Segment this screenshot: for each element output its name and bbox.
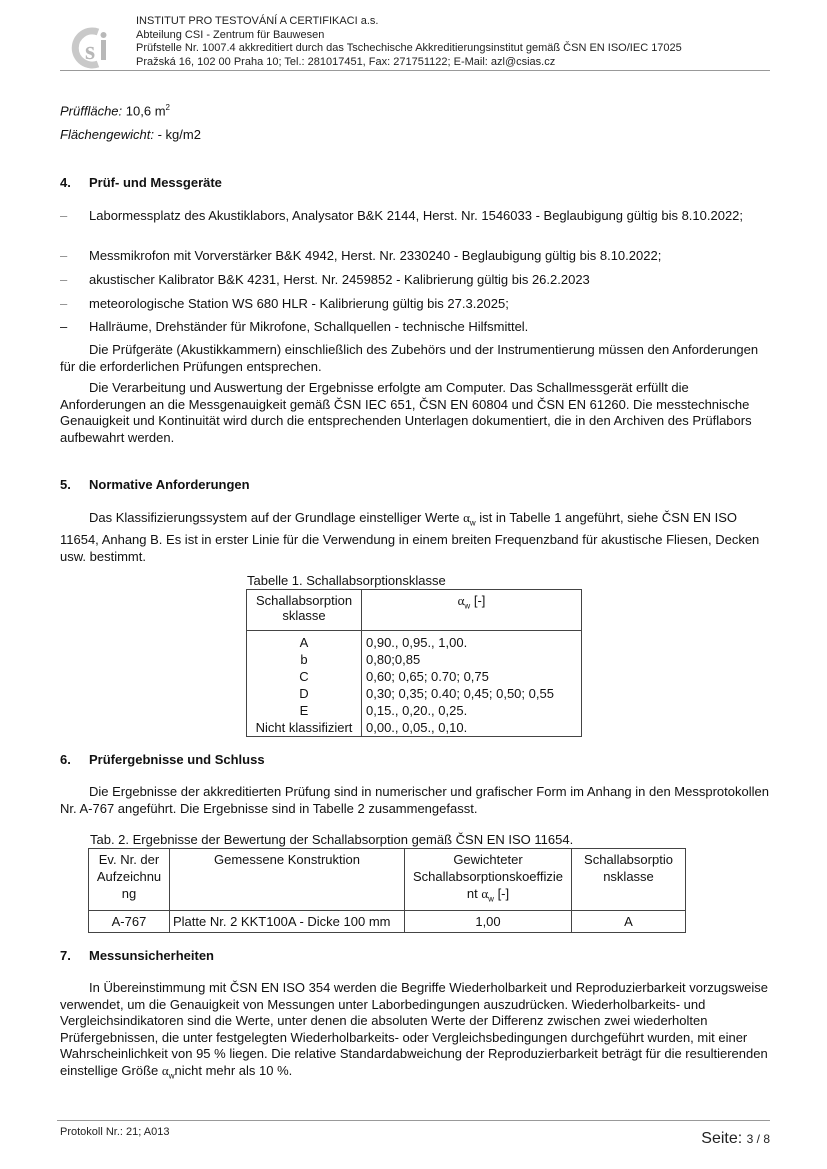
alpha-symbol: α: [457, 593, 465, 608]
value-cell: 0,60; 0,65; 0.70; 0,75: [366, 669, 489, 684]
svg-text:s: s: [85, 36, 96, 65]
table-row: [247, 631, 582, 737]
header-record-number: Ev. Nr. der Aufzeichnu ng: [89, 849, 170, 911]
test-area-label: Prüffläche:: [60, 103, 123, 119]
footer-divider: [57, 1120, 770, 1121]
alpha-subscript: w: [488, 894, 494, 904]
header-institute-name: INSTITUT PRO TESTOVÁNÍ A CERTIFIKACI a.s.: [136, 15, 379, 27]
institute-header: [136, 15, 682, 69]
csi-logo-icon: [68, 26, 114, 70]
header-coefficient-text: Gewichteter Schallabsorptionskoeffizie nt: [412, 852, 564, 901]
alpha-symbol: α: [161, 1062, 169, 1078]
section-5-paragraph: [60, 510, 772, 565]
protocol-number: Protokoll Nr.: 21; A013: [60, 1126, 170, 1138]
section-5-text-before: Das Klassifizierungssystem auf der Grundlage einstelliger Werte: [89, 510, 460, 525]
value-cell: 0,00., 0,05., 0,10.: [366, 720, 468, 735]
dash-bullet: –: [60, 248, 68, 263]
value-column: [362, 631, 582, 737]
class-cell: C: [299, 669, 309, 684]
sound-absorption-class-table: [246, 589, 582, 737]
value-cell: 0,30; 0,35; 0.40; 0,45; 0,50; 0,55: [366, 686, 554, 701]
list-item: [60, 296, 770, 312]
header-coefficient-unit: [-]: [497, 886, 510, 901]
alpha-symbol: α: [481, 886, 489, 901]
table-header-row: [247, 590, 582, 631]
surface-weight-value: - kg/m2: [157, 127, 201, 142]
surface-weight-line: [60, 127, 201, 142]
header-alpha-w: [362, 590, 582, 631]
table-2-caption: Tab. 2. Ergebnisse der Bewertung der Schallabsorption gemäß ČSN EN ISO 11654.: [90, 832, 574, 847]
class-cell: A: [299, 635, 309, 650]
list-item: [60, 319, 770, 335]
class-cell: D: [299, 686, 309, 701]
header-weighted-coefficient: [405, 849, 572, 911]
header-class: Schallabsorption sklasse: [247, 590, 362, 631]
institute-logo: [68, 26, 114, 70]
section-4-paragraph-1: Die Prüfgeräte (Akustikkammern) einschließlich des Zubehörs und der Instrumentierung müssen den Anforderungen für die erforderlichen Prüfungen entsprechen.: [60, 342, 759, 374]
table-1-caption: Tabelle 1. Schallabsorptionsklasse: [247, 573, 446, 588]
section-7-text-after: nicht mehr als 10 %.: [174, 1062, 293, 1078]
test-area-unit-exponent: 2: [165, 103, 170, 112]
cell-construction: Platte Nr. 2 KKT100A - Dicke 100 mm: [170, 910, 405, 932]
dash-bullet: –: [60, 296, 68, 311]
cell-coefficient: 1,00: [405, 910, 572, 932]
list-item: [60, 272, 770, 288]
surface-weight-label: Flächengewicht:: [60, 127, 154, 142]
page-label: Seite:: [701, 1130, 743, 1147]
value-cell: 0,80;0,85: [366, 652, 421, 667]
section-5-heading: [60, 477, 250, 492]
equipment-item-analyzer: Labormessplatz des Akustiklabors, Analysator B&K 2144, Herst. Nr. 1546033 - Beglaubigung gültig bis 8.10.2022;: [89, 208, 744, 223]
class-cell: E: [299, 703, 309, 718]
header-department: Abteilung CSI - Zentrum für Bauwesen: [136, 28, 325, 41]
alpha-subscript: w: [464, 601, 471, 611]
list-item: [60, 248, 770, 264]
section-7-number: 7.: [60, 948, 71, 963]
equipment-item-calibrator: akustischer Kalibrator B&K 4231, Herst. Nr. 2459852 - Kalibrierung gültig bis 26.2.2023: [89, 272, 590, 287]
section-6-number: 6.: [60, 752, 71, 767]
section-7-heading: [60, 948, 214, 963]
equipment-item-weather-station: meteorologische Station WS 680 HLR - Kalibrierung gültig bis 27.3.2025;: [89, 296, 509, 311]
section-4-number: 4.: [60, 175, 71, 190]
section-5-title: Normative Anforderungen: [89, 477, 250, 492]
test-area-line: [60, 103, 170, 118]
section-6-heading: [60, 752, 265, 767]
section-6-title: Prüfergebnisse und Schluss: [89, 752, 265, 767]
class-cell: Nicht klassifiziert: [255, 720, 353, 735]
section-7-text-before: In Übereinstimmung mit ČSN EN ISO 354 werden die Begriffe Wiederholbarkeit und Reproduzierbarkeit vorzugsweise verwendet, um die Genauigkeit von Messungen unter Laborbedingungen auszudrücken. Wiederholbarkeits- und Vergleichsindikatoren sind die Werte, unter denen die absoluten Werte der Differenz zwischen zwei wiederholten Prüfergebnissen, die unter festgelegten Wiederholbarkeits- oder Vergleichsbedingungen durchgeführt wurden, mit einer Wahrscheinlichkeit von 95 % liegen. Die relative Standardabweichung der Reproduzierbarkeit beträgt für die resultierenden einstellige Größe: [60, 980, 768, 1078]
section-5-text-after: ist in Tabelle 1 angeführt, siehe ČSN EN ISO 11654, Anhang B. Es ist in erster Linie für die Verwendung in einem breiten Frequenzband für akustische Fliesen, Decken usw. bestimmt.: [60, 510, 760, 564]
value-cell: 0,90., 0,95., 1,00.: [366, 635, 468, 650]
header-contact: Pražská 16, 102 00 Praha 10; Tel.: 281017451, Fax: 271751122; E-Mail: azl@csias.cz: [136, 55, 556, 68]
header-construction: Gemessene Konstruktion: [170, 849, 405, 911]
alpha-subscript: w: [469, 518, 476, 528]
cell-record-number: A-767: [89, 910, 170, 932]
list-item: [60, 208, 770, 224]
header-alpha-unit: [-]: [473, 593, 486, 608]
value-cell: 0,15., 0,20., 0,25.: [366, 703, 468, 718]
cell-class: A: [572, 910, 686, 932]
header-accreditation: Prüfstelle Nr. 1007.4 akkreditiert durch das Tschechische Akkreditierungsinstitut gemäß ČSN EN ISO/IEC 17025: [136, 42, 682, 54]
section-6-paragraph: Die Ergebnisse der akkreditierten Prüfung sind in numerischer und grafischer Form im Anhang in den Messprotokollen Nr. A-767 angeführt. Die Ergebnisse sind in Tabelle 2 zusammengefasst.: [60, 784, 769, 816]
dash-bullet: –: [60, 319, 68, 334]
header-divider: [60, 70, 770, 71]
table-header-row: [89, 849, 686, 911]
dash-bullet: –: [60, 208, 68, 223]
equipment-item-reverb-rooms: Hallräume, Drehständer für Mikrofone, Schallquellen - technische Hilfsmittel.: [89, 319, 529, 334]
page-indicator: [701, 1130, 770, 1148]
alpha-symbol: α: [463, 510, 470, 525]
equipment-item-microphone: Messmikrofon mit Vorverstärker B&K 4942, Herst. Nr. 2330240 - Beglaubigung gültig bis 8.10.2022;: [89, 248, 662, 263]
section-4-paragraph-2: Die Verarbeitung und Auswertung der Ergebnisse erfolgte am Computer. Das Schallmessgerät erfüllt die Anforderungen an die Messgenauigkeit gemäß ČSN IEC 651, ČSN EN 60804 und ČSN EN 61260. Die messtechnische Genauigkeit und Kontinuität wird durch die entsprechenden Unterlagen dokumentiert, die in den Archiven des Prüflabors aufbewahrt werden.: [60, 380, 752, 445]
header-absorption-class: Schallabsorptio nsklasse: [572, 849, 686, 911]
class-cell: b: [300, 652, 308, 667]
section-4-title: Prüf- und Messgeräte: [89, 175, 222, 190]
dash-bullet: –: [60, 272, 68, 287]
alpha-subscript: w: [168, 1071, 175, 1081]
section-4-heading: [60, 175, 222, 190]
section-7-paragraph: [60, 980, 776, 1085]
section-5-number: 5.: [60, 477, 71, 492]
class-column: [247, 631, 362, 737]
table-row: [89, 910, 686, 932]
section-7-title: Messunsicherheiten: [89, 948, 214, 963]
results-table: [88, 848, 686, 933]
page-number: 3 / 8: [746, 1132, 770, 1146]
test-area-value: 10,6 m: [125, 103, 166, 119]
